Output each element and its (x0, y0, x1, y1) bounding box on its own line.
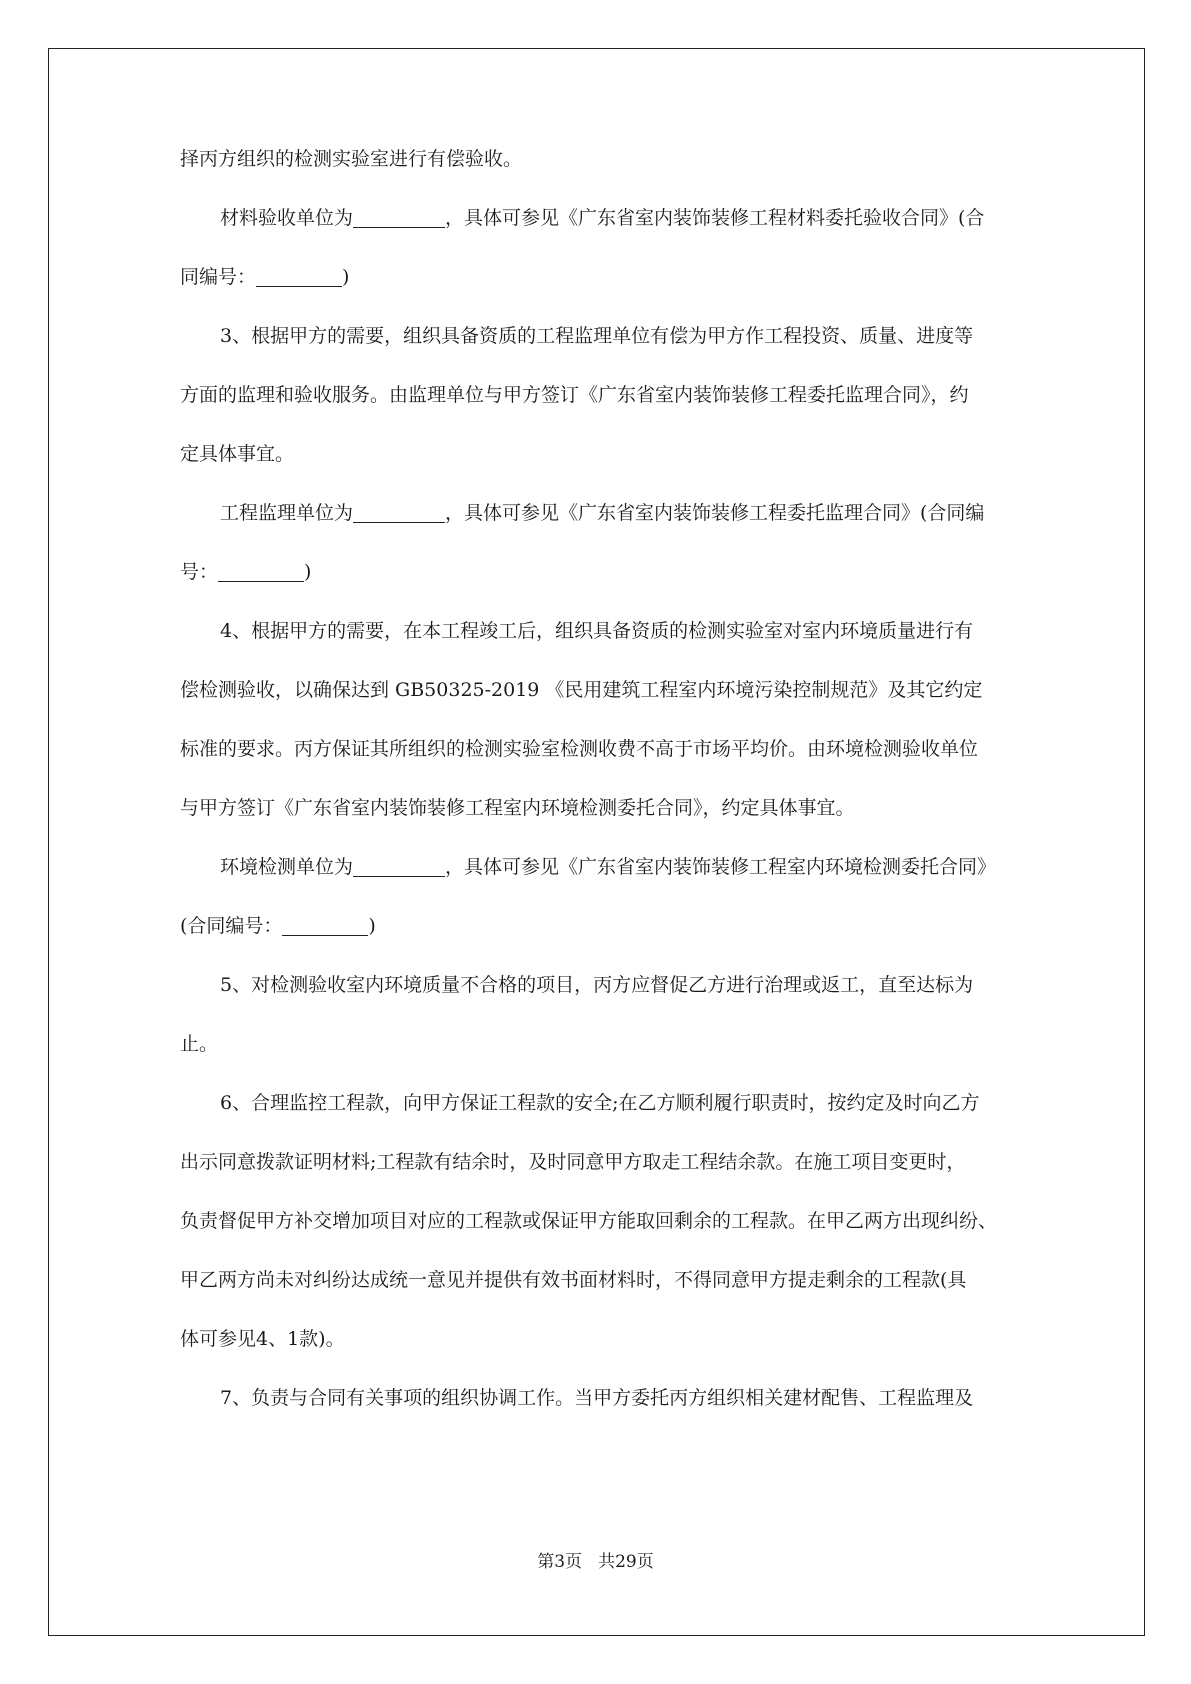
paragraph-line: 出示同意拨款证明材料;工程款有结余时，及时同意甲方取走工程结余款。在施工项目变更时， (180, 1151, 966, 1173)
contract-number-blank (218, 563, 304, 582)
line-text: ，具体可参见《广东省室内装饰装修工程室内环境检测委托合同》 (445, 856, 997, 878)
paragraph-line: 与甲方签订《广东省室内装饰装修工程室内环境检测委托合同》，约定具体事宜。 (180, 797, 855, 819)
page-number-total: 共29页 (598, 1552, 654, 1572)
line-text: ) (304, 561, 312, 583)
page-number-current: 第3页 (537, 1552, 583, 1572)
paragraph-line (220, 855, 996, 879)
paragraph-line (180, 265, 349, 289)
contract-number-blank (256, 268, 342, 287)
line-text: 材料验收单位为 (220, 207, 354, 229)
environment-unit-blank (353, 858, 445, 877)
paragraph-line: 方面的监理和验收服务。由监理单位与甲方签订《广东省室内装饰装修工程委托监理合同》，约 (180, 384, 969, 406)
paragraph-line: 偿检测验收，以确保达到 GB50325-2019 《民用建筑工程室内环境污染控制规范》及其它约定 (180, 679, 983, 701)
paragraph-line: 4、根据甲方的需要，在本工程竣工后，组织具备资质的检测实验室对室内环境质量进行有 (220, 620, 974, 642)
paragraph-line: 择丙方组织的检测实验室进行有偿验收。 (180, 148, 523, 170)
line-text: ) (368, 915, 376, 937)
line-text: 号： (180, 561, 219, 583)
paragraph-line: 体可参见4、1款)。 (180, 1328, 345, 1350)
line-text: 工程监理单位为 (220, 502, 354, 524)
line-text: ，具体可参见《广东省室内装饰装修工程材料委托验收合同》(合 (445, 207, 985, 229)
material-unit-blank (353, 209, 445, 228)
paragraph-line (220, 206, 984, 230)
paragraph-line (220, 501, 984, 525)
paragraph-line (180, 914, 376, 938)
supervision-unit-blank (353, 504, 445, 523)
paragraph-line: 负责督促甲方补交增加项目对应的工程款或保证甲方能取回剩余的工程款。在甲乙两方出现纠纷、 (180, 1210, 998, 1232)
paragraph-line (180, 560, 311, 584)
line-text: (合同编号： (180, 915, 283, 937)
paragraph-line: 5、对检测验收室内环境质量不合格的项目，丙方应督促乙方进行治理或返工，直至达标为 (220, 974, 974, 996)
line-text: 同编号： (180, 266, 257, 288)
paragraph-line: 3、根据甲方的需要，组织具备资质的工程监理单位有偿为甲方作工程投资、质量、进度等 (220, 325, 974, 347)
paragraph-line: 7、负责与合同有关事项的组织协调工作。当甲方委托丙方组织相关建材配售、工程监理及 (220, 1387, 974, 1409)
paragraph-line: 定具体事宜。 (180, 443, 295, 465)
paragraph-line: 6、合理监控工程款，向甲方保证工程款的安全;在乙方顺利履行职责时，按约定及时向乙方 (220, 1092, 980, 1114)
paragraph-line: 标准的要求。丙方保证其所组织的检测实验室检测收费不高于市场平均价。由环境检测验收单位 (180, 738, 979, 760)
paragraph-line: 止。 (180, 1033, 219, 1055)
line-text: 环境检测单位为 (220, 856, 354, 878)
page-footer (0, 1547, 1191, 1572)
line-text: ，具体可参见《广东省室内装饰装修工程委托监理合同》(合同编 (445, 502, 985, 524)
paragraph-line: 甲乙两方尚未对纠纷达成统一意见并提供有效书面材料时，不得同意甲方提走剩余的工程款(具 (180, 1269, 967, 1291)
contract-number-blank (282, 917, 368, 936)
line-text: ) (342, 266, 350, 288)
